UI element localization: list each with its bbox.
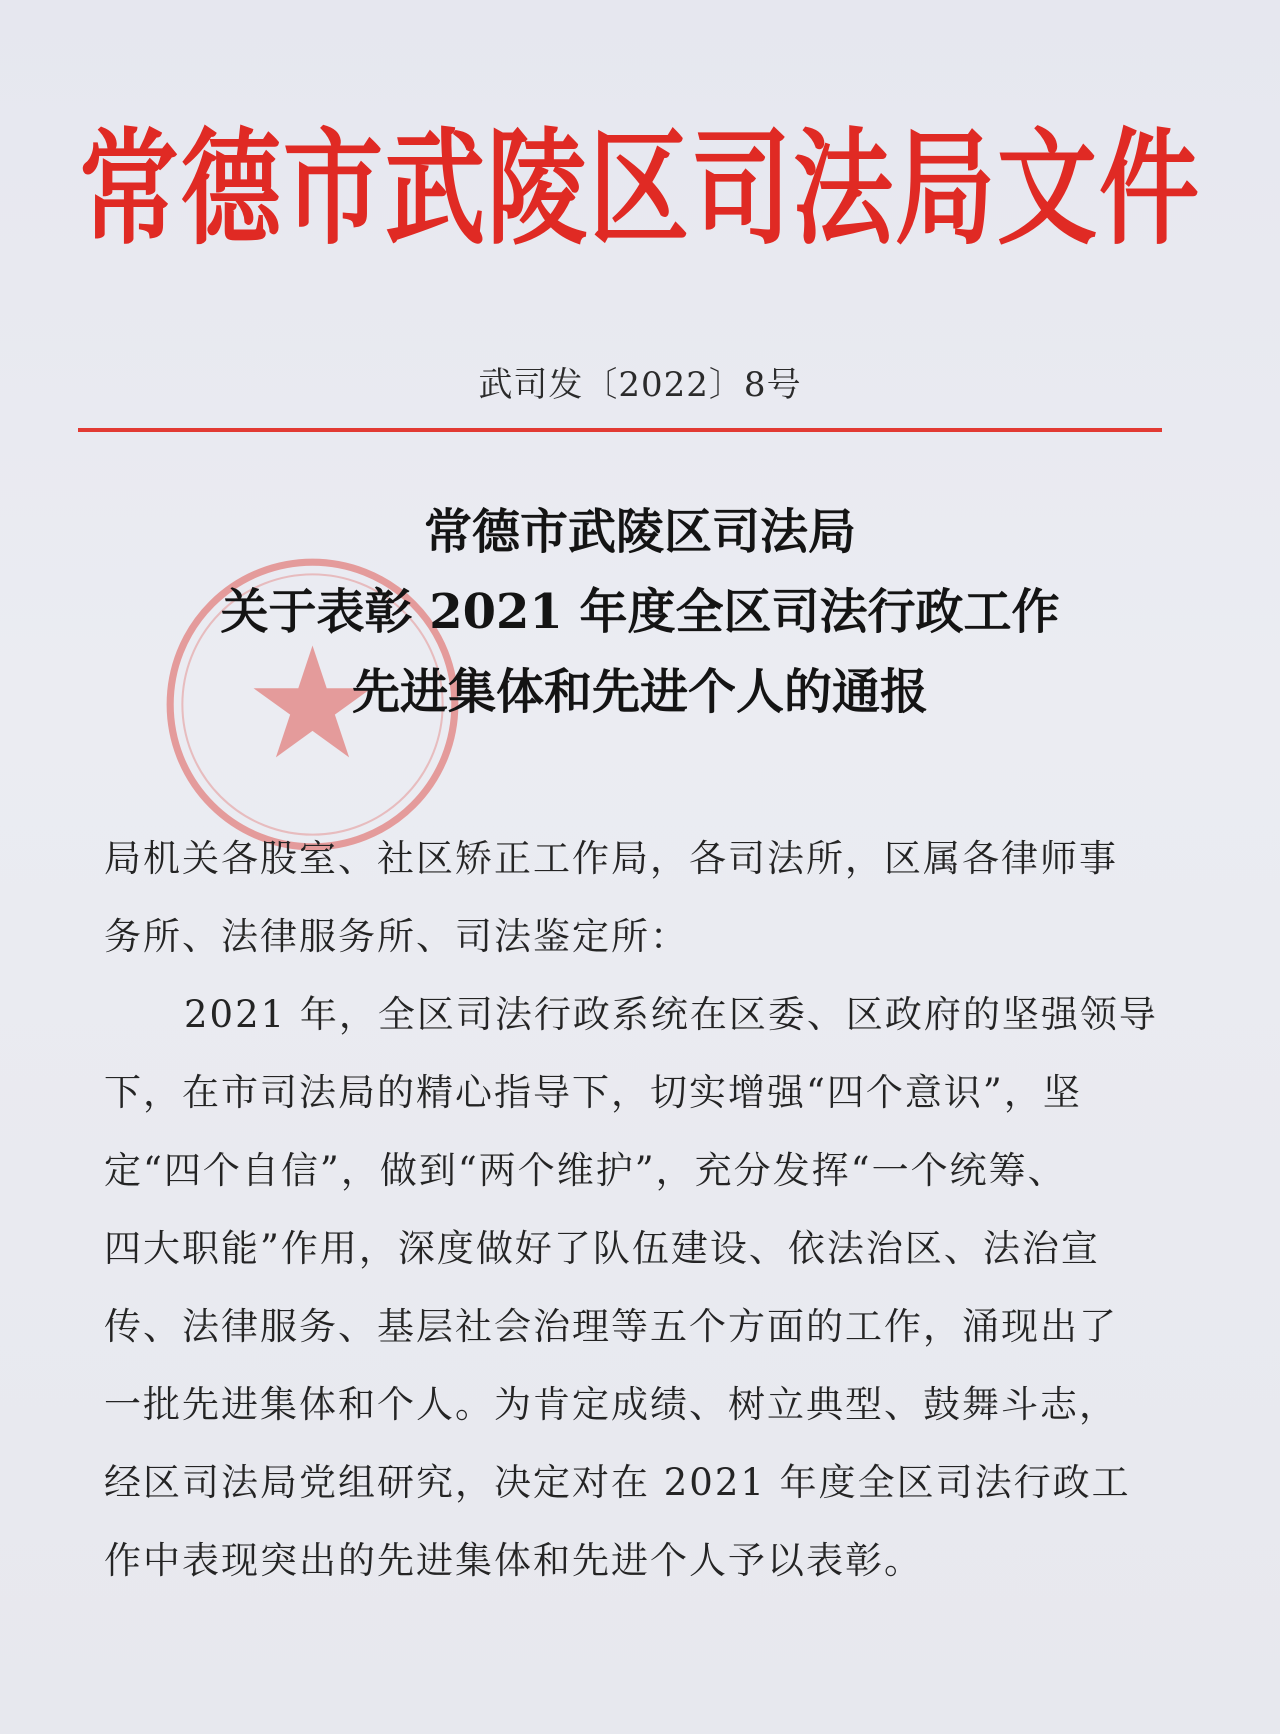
body-line: 作中表现突出的先进集体和先进个人予以表彰。 xyxy=(104,1539,923,1582)
body-line: 经区司法局党组研究，决定对在 2021 年度全区司法行政工 xyxy=(104,1461,1131,1504)
body-paragraph xyxy=(104,976,1184,1600)
salutation-line: 务所、法律服务所、司法鉴定所： xyxy=(104,915,689,958)
body-line: 下，在市司法局的精心指导下，切实增强“四个意识”，坚 xyxy=(104,1071,1082,1114)
document-number: 武司发〔2022〕8号 xyxy=(478,365,802,405)
title-line: 关于表彰 2021 年度全区司法行政工作 xyxy=(220,584,1060,640)
salutation-line: 局机关各股室、社区矫正工作局，各司法所，区属各律师事 xyxy=(104,837,1118,880)
title-line: 常德市武陵区司法局 xyxy=(423,504,856,560)
title-line: 先进集体和先进个人的通报 xyxy=(351,664,928,720)
notice-title xyxy=(0,492,1280,732)
masthead-title: 常德市武陵区司法局文件 xyxy=(79,114,1201,262)
body-line: 传、法律服务、基层社会治理等五个方面的工作，涌现出了 xyxy=(104,1305,1118,1348)
body-line: 定“四个自信”，做到“两个维护”，充分发挥“一个统筹、 xyxy=(104,1149,1067,1192)
salutation xyxy=(104,820,1184,976)
body-line: 一批先进集体和个人。为肯定成绩、树立典型、鼓舞斗志， xyxy=(104,1383,1118,1426)
red-divider xyxy=(78,428,1162,432)
body-line: 四大职能”作用，深度做好了队伍建设、依法治区、法治宣 xyxy=(104,1227,1100,1270)
body-line: 2021 年，全区司法行政系统在区委、区政府的坚强领导 xyxy=(184,993,1158,1036)
